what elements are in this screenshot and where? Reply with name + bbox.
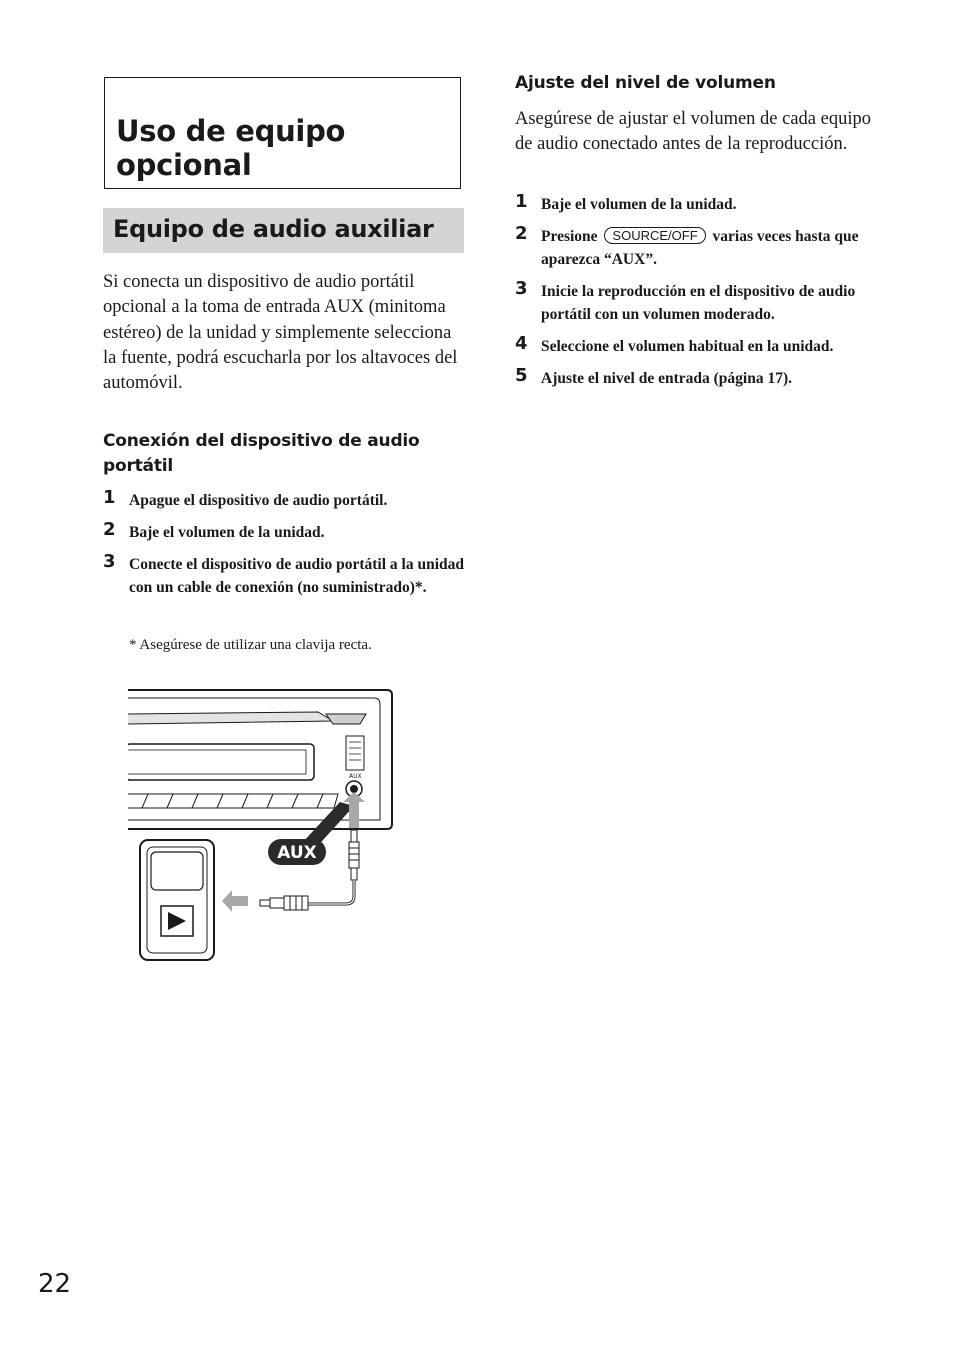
connection-steps bbox=[103, 489, 465, 599]
volume-step bbox=[515, 280, 885, 326]
step-text-pre: Presione bbox=[541, 228, 598, 245]
step-text: Conecte el dispositivo de audio portátil a la unidad con un cable de conexión (no suministrado)*. bbox=[129, 556, 465, 596]
connection-step bbox=[103, 553, 465, 599]
step-text: Seleccione el volumen habitual en la unidad. bbox=[541, 338, 834, 355]
connection-step bbox=[103, 521, 465, 544]
connection-step bbox=[103, 489, 465, 512]
aux-badge bbox=[268, 839, 326, 865]
audio-plug-vertical bbox=[349, 830, 359, 880]
volume-step bbox=[515, 225, 885, 271]
step-number: 4 bbox=[515, 333, 528, 354]
step-number: 2 bbox=[515, 223, 528, 244]
source-off-button: SOURCE/OFF bbox=[604, 227, 705, 244]
step-number: 3 bbox=[103, 551, 116, 572]
step-text: Apague el dispositivo de audio portátil. bbox=[129, 492, 388, 509]
step-text: Baje el volumen de la unidad. bbox=[541, 196, 737, 213]
page-number: 22 bbox=[38, 1269, 72, 1299]
step-number: 2 bbox=[103, 519, 116, 540]
volume-steps bbox=[515, 193, 885, 390]
left-arrow-icon bbox=[222, 890, 248, 912]
aux-connection-illustration bbox=[128, 688, 396, 964]
footnote: * Asegúrese de utilizar una clavija recta. bbox=[129, 637, 372, 653]
intro-paragraph: Si conecta un dispositivo de audio portátil opcional a la toma de entrada AUX (minitoma estéreo) de la unidad y simplemente selecciona la fuente, podrá escucharla por los altavoces del automóvil. bbox=[103, 272, 458, 394]
volume-step bbox=[515, 193, 885, 216]
step-number: 3 bbox=[515, 278, 528, 299]
step-text: Baje el volumen de la unidad. bbox=[129, 524, 325, 541]
volume-step bbox=[515, 367, 885, 390]
page-title: Uso de equipo opcional bbox=[116, 114, 346, 182]
connection-heading: Conexión del dispositivo de audio portátil bbox=[103, 431, 420, 476]
aux-badge-label: AUX bbox=[277, 843, 317, 863]
step-text: Ajuste el nivel de entrada (página 17). bbox=[541, 370, 793, 387]
audio-plug-horizontal bbox=[260, 896, 308, 910]
step-text-post: varias veces hasta que aparezca “AUX”. bbox=[541, 228, 859, 268]
volume-step bbox=[515, 335, 885, 358]
step-number: 5 bbox=[515, 365, 528, 386]
aux-jack-label: AUX bbox=[349, 773, 362, 780]
step-text: Inicie la reproducción en el dispositivo de audio portátil con un volumen moderado. bbox=[541, 283, 856, 323]
section-title: Equipo de audio auxiliar bbox=[113, 215, 434, 243]
volume-intro: Asegúrese de ajustar el volumen de cada equipo de audio conectado antes de la reproducción. bbox=[515, 109, 871, 155]
volume-heading: Ajuste del nivel de volumen bbox=[515, 73, 776, 93]
step-number: 1 bbox=[515, 191, 528, 212]
step-number: 1 bbox=[103, 487, 116, 508]
portable-audio-player bbox=[140, 840, 214, 960]
